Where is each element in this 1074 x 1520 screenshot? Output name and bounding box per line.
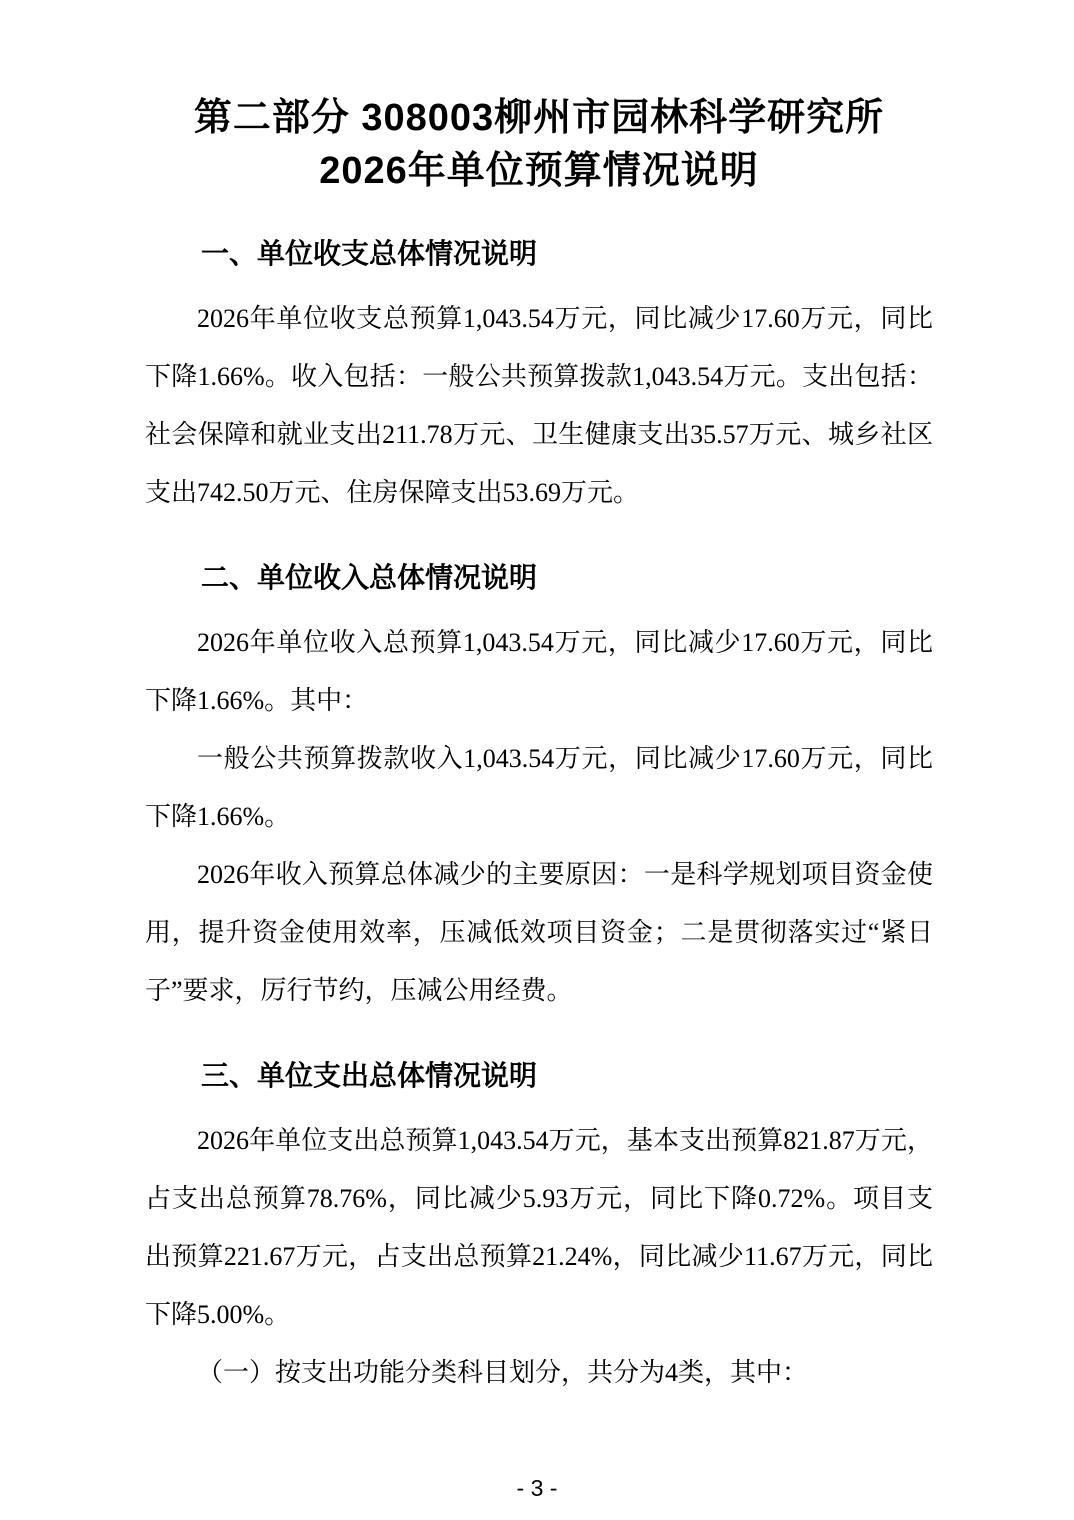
section-expenditure-overview — [145, 1056, 933, 1402]
section-3-heading: 三、单位支出总体情况说明 — [201, 1060, 538, 1091]
page-footer — [0, 1475, 1074, 1502]
section-3-paragraph-1: 2026年单位支出总预算1,043.54万元，基本支出预算821.87万元，占支出总预算78.76%，同比减少5.93万元，同比下降0.72%。项目支出预算221.67万元，占支出总预算21.24%，同比减少11.67万元，同比下降5.00%。 — [145, 1126, 933, 1329]
section-2-paragraph-3: 2026年收入预算总体减少的主要原因：一是科学规划项目资金使用，提升资金使用效率，压减低效项目资金；二是贯彻落实过“紧日子”要求，厉行节约，压减公用经费。 — [145, 860, 933, 1005]
section-3-paragraph-2: （一）按支出功能分类科目划分，共分为4类，其中： — [197, 1358, 809, 1387]
section-1-heading: 一、单位收支总体情况说明 — [201, 238, 538, 269]
section-2-paragraph-2: 一般公共预算拨款收入1,043.54万元，同比减少17.60万元，同比下降1.66%。 — [145, 744, 933, 831]
section-2-heading: 二、单位收入总体情况说明 — [201, 562, 538, 593]
document-title — [145, 92, 933, 198]
section-revenue-overview — [145, 558, 933, 1020]
section-revenue-expenditure-overview — [145, 234, 933, 522]
page-number: - 3 - — [516, 1475, 558, 1501]
section-1-paragraph-1: 2026年单位收支总预算1,043.54万元，同比减少17.60万元，同比下降1.66%。收入包括：一般公共预算拨款1,043.54万元。支出包括：社会保障和就业支出211.78万元、卫生健康支出35.57万元、城乡社区支出742.50万元、住房保障支出53.69万元。 — [145, 304, 933, 507]
document-title-line-2: 2026年单位预算情况说明 — [319, 150, 759, 192]
document-title-line-1: 第二部分 308003柳州市园林科学研究所 — [193, 97, 885, 139]
section-2-paragraph-1: 2026年单位收入总预算1,043.54万元，同比减少17.60万元，同比下降1.66%。其中： — [145, 628, 933, 715]
